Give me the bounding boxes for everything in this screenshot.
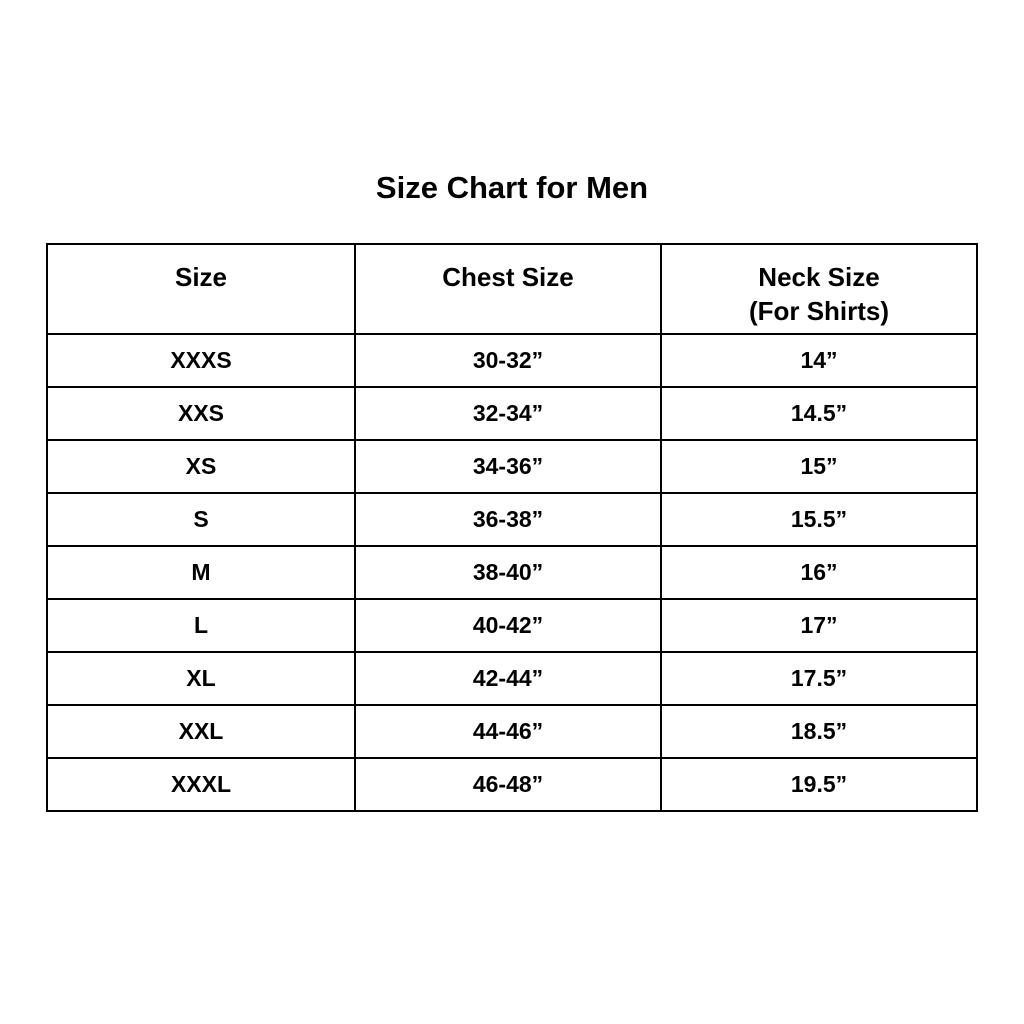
size-cell: M <box>47 546 355 599</box>
col-header-neck-size-line1: Neck Size <box>758 262 880 292</box>
neck-size-cell: 16” <box>661 546 977 599</box>
table-row <box>47 546 977 599</box>
chest-size-cell: 38-40” <box>355 546 661 599</box>
size-cell: XXS <box>47 387 355 440</box>
neck-size-cell: 18.5” <box>661 705 977 758</box>
col-header-chest-size: Chest Size <box>355 244 661 334</box>
neck-size-cell: 17” <box>661 599 977 652</box>
chest-size-cell: 32-34” <box>355 387 661 440</box>
col-header-neck-size <box>661 244 977 334</box>
table-body <box>47 334 977 811</box>
col-header-neck-size-line2: (For Shirts) <box>748 295 890 326</box>
table-row <box>47 652 977 705</box>
chest-size-cell: 30-32” <box>355 334 661 387</box>
table-row <box>47 758 977 811</box>
table-row <box>47 705 977 758</box>
chest-size-cell: 46-48” <box>355 758 661 811</box>
chest-size-cell: 36-38” <box>355 493 661 546</box>
table-row <box>47 440 977 493</box>
size-cell: XXL <box>47 705 355 758</box>
table-row <box>47 334 977 387</box>
col-header-size: Size <box>47 244 355 334</box>
neck-size-cell: 15” <box>661 440 977 493</box>
size-cell: XL <box>47 652 355 705</box>
size-chart-table <box>46 243 978 812</box>
chest-size-cell: 42-44” <box>355 652 661 705</box>
size-cell: XXXL <box>47 758 355 811</box>
chest-size-cell: 34-36” <box>355 440 661 493</box>
neck-size-cell: 19.5” <box>661 758 977 811</box>
size-cell: XS <box>47 440 355 493</box>
neck-size-cell: 15.5” <box>661 493 977 546</box>
table-row <box>47 493 977 546</box>
neck-size-cell: 17.5” <box>661 652 977 705</box>
table-row <box>47 599 977 652</box>
chest-size-cell: 40-42” <box>355 599 661 652</box>
header-row <box>47 244 977 334</box>
table-row <box>47 387 977 440</box>
neck-size-cell: 14.5” <box>661 387 977 440</box>
chest-size-cell: 44-46” <box>355 705 661 758</box>
size-cell: L <box>47 599 355 652</box>
size-cell: S <box>47 493 355 546</box>
size-cell: XXXS <box>47 334 355 387</box>
neck-size-cell: 14” <box>661 334 977 387</box>
page-title: Size Chart for Men <box>375 170 649 205</box>
